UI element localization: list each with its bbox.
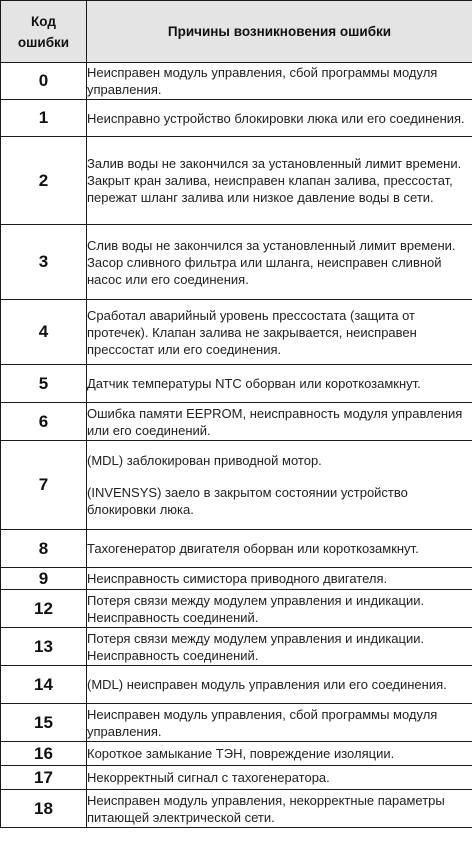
table-row <box>1 441 472 530</box>
error-cause: Слив воды не закончился за установленный лимит времени. Засор сливного фильтра или шланга, неисправен сливной насос или его соединения. <box>87 225 472 300</box>
table-row <box>1 742 472 766</box>
error-code: 14 <box>1 666 87 704</box>
error-code: 2 <box>1 137 87 225</box>
error-cause: Неисправен модуль управления, сбой программы модуля управления. <box>87 704 472 742</box>
code-header-line-2: ошибки <box>17 34 70 50</box>
error-cause: Некорректный сигнал с тахогенератора. <box>87 766 472 790</box>
error-cause: Короткое замыкание ТЭН, повреждение изоляции. <box>87 742 472 766</box>
table-row <box>1 568 472 590</box>
error-code: 7 <box>1 441 87 530</box>
error-code: 4 <box>1 300 87 365</box>
error-cause: Сработал аварийный уровень прессостата (защита от протечек). Клапан залива не закрывается, неисправен прессостат или его соединения. <box>87 300 472 365</box>
code-header-line-1: Код <box>31 13 56 29</box>
error-code: 0 <box>1 63 87 100</box>
error-code: 9 <box>1 568 87 590</box>
error-cause: Неисправен модуль управления, некорректные параметры питающей электрической сети. <box>87 790 472 828</box>
error-code: 17 <box>1 766 87 790</box>
table-row <box>1 530 472 568</box>
error-code: 1 <box>1 100 87 137</box>
error-cause: Потеря связи между модулем управления и индикации. Неисправность соединений. <box>87 590 472 628</box>
error-code: 3 <box>1 225 87 300</box>
error-cause: Ошибка памяти EEPROM, неисправность модуля управления или его соединений. <box>87 403 472 441</box>
table-row <box>1 225 472 300</box>
error-cause: Тахогенератор двигателя оборван или короткозамкнут. <box>87 530 472 568</box>
table-row <box>1 766 472 790</box>
error-cause: Датчик температуры NTC оборван или короткозамкнут. <box>87 365 472 403</box>
table-row <box>1 590 472 628</box>
table-header-row <box>1 1 472 63</box>
table-row <box>1 704 472 742</box>
error-code: 12 <box>1 590 87 628</box>
cause-column-header: Причины возникновения ошибки <box>87 1 472 63</box>
error-cause-invensys: (INVENSYS) заело в закрытом состоянии устройство блокировки люка. <box>87 485 408 517</box>
error-cause-mdl: (MDL) заблокирован приводной мотор. <box>87 453 322 468</box>
table-row <box>1 790 472 828</box>
error-cause: Потеря связи между модулем управления и индикации. Неисправность соединений. <box>87 628 472 666</box>
table-row <box>1 666 472 704</box>
error-cause: Неисправность симистора приводного двигателя. <box>87 568 472 590</box>
error-cause: Залив воды не закончился за установленный лимит времени. Закрыт кран залива, неисправен клапан залива, прессостат, пережат шланг залива или низкое давление воды в сети. <box>87 137 472 225</box>
error-code: 15 <box>1 704 87 742</box>
table-row <box>1 63 472 100</box>
error-code: 13 <box>1 628 87 666</box>
error-cause: Неисправен модуль управления, сбой программы модуля управления. <box>87 63 472 100</box>
table-row <box>1 628 472 666</box>
error-code: 5 <box>1 365 87 403</box>
table-row <box>1 300 472 365</box>
code-column-header <box>1 1 87 63</box>
table-row <box>1 403 472 441</box>
error-cause: Неисправно устройство блокировки люка или его соединения. <box>87 100 472 137</box>
table-row <box>1 137 472 225</box>
error-code: 16 <box>1 742 87 766</box>
error-cause <box>87 441 472 530</box>
error-code: 6 <box>1 403 87 441</box>
table-row <box>1 365 472 403</box>
table-row <box>1 100 472 137</box>
error-code: 8 <box>1 530 87 568</box>
error-cause: (MDL) неисправен модуль управления или его соединения. <box>87 666 472 704</box>
error-code: 18 <box>1 790 87 828</box>
